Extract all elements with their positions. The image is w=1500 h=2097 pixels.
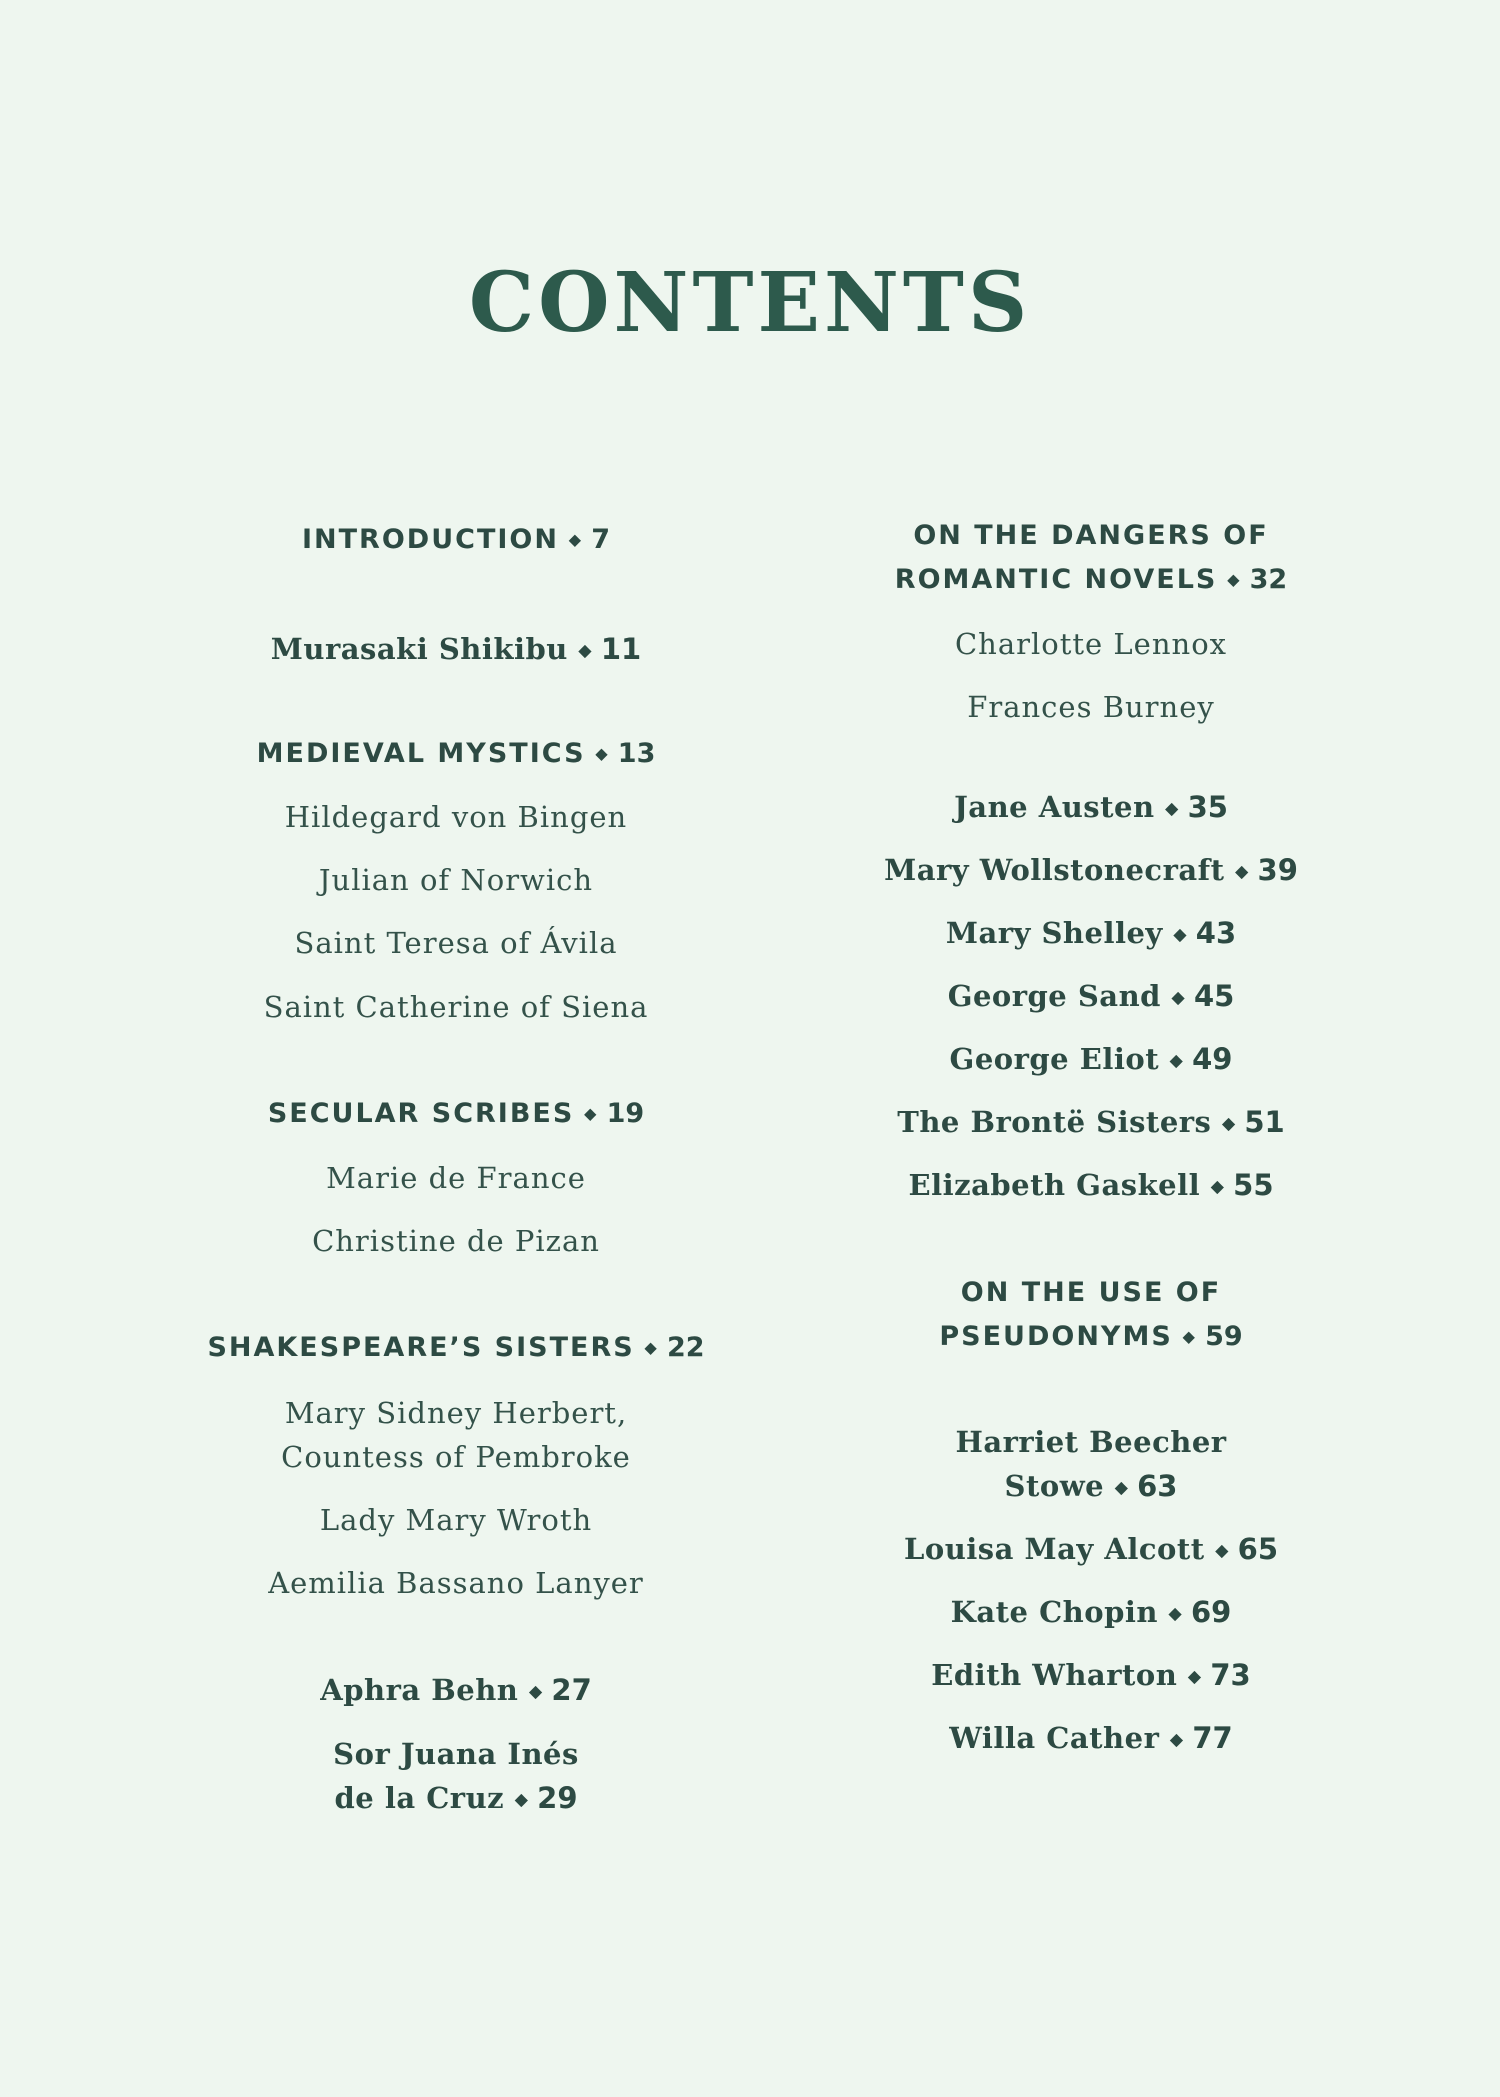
toc-entry-line <box>294 921 617 965</box>
toc-entry-line <box>908 1163 1273 1209</box>
diamond-separator-icon: ◆ <box>1227 570 1242 589</box>
toc-entry-title: Murasaki Shikibu <box>270 632 568 666</box>
toc-sub-entry <box>294 921 617 965</box>
toc-entry-line <box>951 1590 1232 1636</box>
toc-entry-line <box>955 1464 1226 1510</box>
diamond-separator-icon: ◆ <box>1168 1603 1183 1624</box>
toc-page-number: 43 <box>1195 916 1237 950</box>
toc-page-number: 32 <box>1249 564 1288 596</box>
toc-entry-title: Sor Juana Inés <box>333 1737 579 1771</box>
toc-entry-title: INTRODUCTION <box>301 524 559 556</box>
toc-entry-title: Lady Mary Wroth <box>319 1503 593 1537</box>
toc-page-number: 19 <box>606 1098 645 1130</box>
toc-sub-entry <box>326 1156 586 1200</box>
diamond-separator-icon: ◆ <box>1169 1729 1184 1750</box>
diamond-separator-icon: ◆ <box>1234 861 1249 882</box>
toc-sub-entry <box>319 858 593 902</box>
diamond-separator-icon: ◆ <box>1182 1327 1197 1346</box>
toc-entry-title: Mary Wollstonecraft <box>884 853 1225 887</box>
toc-entry-title: Edith Wharton <box>931 1658 1178 1692</box>
toc-entry-title: ON THE USE OF <box>960 1277 1222 1308</box>
diamond-separator-icon: ◆ <box>584 1104 599 1123</box>
toc-entry-line <box>207 1326 704 1370</box>
toc-entry-line <box>895 514 1287 558</box>
toc-sub-entry <box>967 685 1215 729</box>
toc-sub-entry <box>312 1219 600 1263</box>
diamond-separator-icon: ◆ <box>1171 987 1186 1008</box>
toc-sub-entry <box>285 795 627 839</box>
toc-entry-title: Mary Shelley <box>945 916 1163 950</box>
toc-sub-entry <box>268 1561 644 1605</box>
toc-entry-title: Harriet Beecher <box>955 1425 1227 1459</box>
toc-section-entry <box>939 1271 1242 1359</box>
toc-sub-entry <box>264 985 649 1029</box>
toc-entry-line <box>939 1315 1242 1359</box>
toc-entry-title: SHAKESPEARE’S SISTERS <box>207 1332 635 1364</box>
toc-entry-line <box>285 795 627 839</box>
toc-page-number: 55 <box>1233 1168 1274 1202</box>
toc-entry-line <box>895 558 1287 602</box>
toc-entry-line <box>257 732 656 776</box>
diamond-separator-icon: ◆ <box>1165 798 1179 819</box>
toc-entry-line <box>950 1037 1233 1083</box>
toc-entry-line <box>271 627 641 673</box>
toc-entry-title: Aphra Behn <box>320 1673 519 1707</box>
toc-entry-title: ROMANTIC NOVELS <box>894 564 1218 596</box>
toc-chapter-entry <box>908 1163 1273 1209</box>
toc-entry-title: Charlotte Lennox <box>954 627 1228 661</box>
toc-entry-title: Stowe <box>1004 1469 1105 1503</box>
toc-entry-line <box>897 1100 1284 1146</box>
toc-section-entry <box>895 514 1287 602</box>
toc-entry-title: SECULAR SCRIBES <box>267 1098 575 1130</box>
toc-entry-line <box>319 858 593 902</box>
toc-page-number: 27 <box>551 1673 592 1707</box>
toc-entry-line <box>320 1668 592 1714</box>
toc-page-number: 22 <box>666 1332 705 1364</box>
toc-page-number: 59 <box>1205 1321 1243 1353</box>
toc-entry-title: Jane Austen <box>954 790 1155 824</box>
diamond-separator-icon: ◆ <box>1114 1477 1129 1498</box>
toc-page-number: 49 <box>1192 1042 1233 1076</box>
toc-entry-line <box>948 974 1235 1020</box>
toc-chapter-entry <box>951 1590 1232 1636</box>
toc-entry-line <box>967 685 1215 729</box>
toc-sub-entry <box>320 1498 592 1542</box>
toc-section-entry <box>207 1326 704 1370</box>
toc-entry-line <box>946 911 1236 957</box>
toc-page-number: 39 <box>1257 853 1298 887</box>
toc-entry-line <box>302 518 610 562</box>
toc-entry-title: Saint Catherine of Siena <box>263 990 649 1024</box>
diamond-separator-icon: ◆ <box>528 1681 543 1702</box>
toc-chapter-entry <box>333 1732 579 1822</box>
toc-sub-entry <box>281 1391 631 1479</box>
toc-entry-line <box>268 1561 644 1605</box>
toc-page-number: 29 <box>537 1781 578 1815</box>
toc-entry-title: George Eliot <box>949 1042 1160 1076</box>
toc-chapter-entry <box>884 848 1298 894</box>
diamond-separator-icon: ◆ <box>644 1338 659 1357</box>
toc-entry-line <box>326 1156 586 1200</box>
toc-entry-title: Julian of Norwich <box>318 863 594 897</box>
toc-chapter-entry <box>950 1037 1233 1083</box>
toc-chapter-entry <box>320 1668 592 1714</box>
diamond-separator-icon: ◆ <box>595 744 610 763</box>
toc-entry-title: Marie de France <box>326 1161 586 1195</box>
toc-entry-title: Willa Cather <box>949 1721 1160 1755</box>
toc-chapter-entry <box>949 1716 1232 1762</box>
toc-entry-title: Kate Chopin <box>950 1595 1158 1629</box>
toc-chapter-entry <box>897 1100 1284 1146</box>
toc-entry-line <box>954 785 1228 831</box>
toc-entry-line <box>939 1271 1242 1315</box>
toc-entry-title: Frances Burney <box>967 690 1215 724</box>
toc-entry-line <box>955 1420 1226 1464</box>
diamond-separator-icon: ◆ <box>1210 1176 1225 1197</box>
toc-page-number: 13 <box>617 738 656 770</box>
toc-entry-line <box>268 1092 644 1136</box>
toc-entry-title: Mary Sidney Herbert, <box>284 1396 628 1430</box>
toc-chapter-entry <box>931 1653 1250 1699</box>
diamond-separator-icon: ◆ <box>1173 924 1188 945</box>
toc-chapter-entry <box>946 911 1236 957</box>
diamond-separator-icon: ◆ <box>1187 1666 1202 1687</box>
toc-chapter-entry <box>948 974 1235 1020</box>
toc-chapter-entry <box>904 1527 1278 1573</box>
toc-entry-line <box>312 1219 600 1263</box>
toc-page-number: 7 <box>591 524 611 556</box>
toc-page-number: 51 <box>1244 1105 1285 1139</box>
toc-entry-line <box>333 1776 579 1822</box>
toc-entry-line <box>281 1391 631 1435</box>
toc-entry-line <box>949 1716 1232 1762</box>
toc-entry-line <box>281 1435 631 1479</box>
toc-entry-title: ON THE DANGERS OF <box>913 520 1269 551</box>
toc-section-entry <box>302 518 610 562</box>
toc-chapter-entry <box>955 1420 1226 1510</box>
toc-chapter-entry <box>271 627 641 673</box>
page-title: CONTENTS <box>468 255 1032 351</box>
toc-entry-line <box>884 848 1298 894</box>
toc-page-number: 45 <box>1193 979 1235 1013</box>
toc-entry-title: Saint Teresa of Ávila <box>294 926 618 960</box>
toc-entry-line <box>955 622 1227 666</box>
toc-entry-line <box>931 1653 1250 1699</box>
diamond-separator-icon: ◆ <box>578 640 593 661</box>
toc-entry-title: Louisa May Alcott <box>903 1532 1205 1566</box>
toc-entry-title: Christine de Pizan <box>312 1224 600 1258</box>
toc-page-number: 73 <box>1210 1658 1251 1692</box>
toc-entry-title: Aemilia Bassano Lanyer <box>268 1566 644 1600</box>
diamond-separator-icon: ◆ <box>1169 1050 1184 1071</box>
toc-chapter-entry <box>954 785 1228 831</box>
diamond-separator-icon: ◆ <box>1215 1540 1229 1561</box>
toc-page-number: 11 <box>600 632 642 666</box>
toc-entry-title: George Sand <box>947 979 1161 1013</box>
toc-page-number: 65 <box>1237 1532 1279 1566</box>
diamond-separator-icon: ◆ <box>568 530 584 549</box>
toc-entry-line <box>904 1527 1278 1573</box>
toc-section-entry <box>268 1092 644 1136</box>
diamond-separator-icon: ◆ <box>1221 1113 1236 1134</box>
toc-entry-title: MEDIEVAL MYSTICS <box>256 738 586 770</box>
toc-entry-title: de la Cruz <box>334 1781 505 1815</box>
toc-page-number: 77 <box>1192 1721 1233 1755</box>
toc-page-number: 35 <box>1187 790 1228 824</box>
diamond-separator-icon: ◆ <box>514 1789 529 1810</box>
toc-entry-title: The Brontë Sisters <box>897 1105 1212 1139</box>
toc-entry-title: Countess of Pembroke <box>281 1440 631 1474</box>
toc-entry-title: Elizabeth Gaskell <box>908 1168 1201 1202</box>
toc-entry-line <box>264 985 649 1029</box>
toc-page-number: 63 <box>1137 1469 1178 1503</box>
toc-entry-line <box>320 1498 592 1542</box>
toc-entry-title: PSEUDONYMS <box>939 1321 1173 1353</box>
toc-sub-entry <box>955 622 1227 666</box>
toc-page-number: 69 <box>1190 1595 1232 1629</box>
toc-entry-title: Hildegard von Bingen <box>284 800 628 834</box>
toc-entry-line <box>333 1732 579 1776</box>
toc-section-entry <box>257 732 656 776</box>
